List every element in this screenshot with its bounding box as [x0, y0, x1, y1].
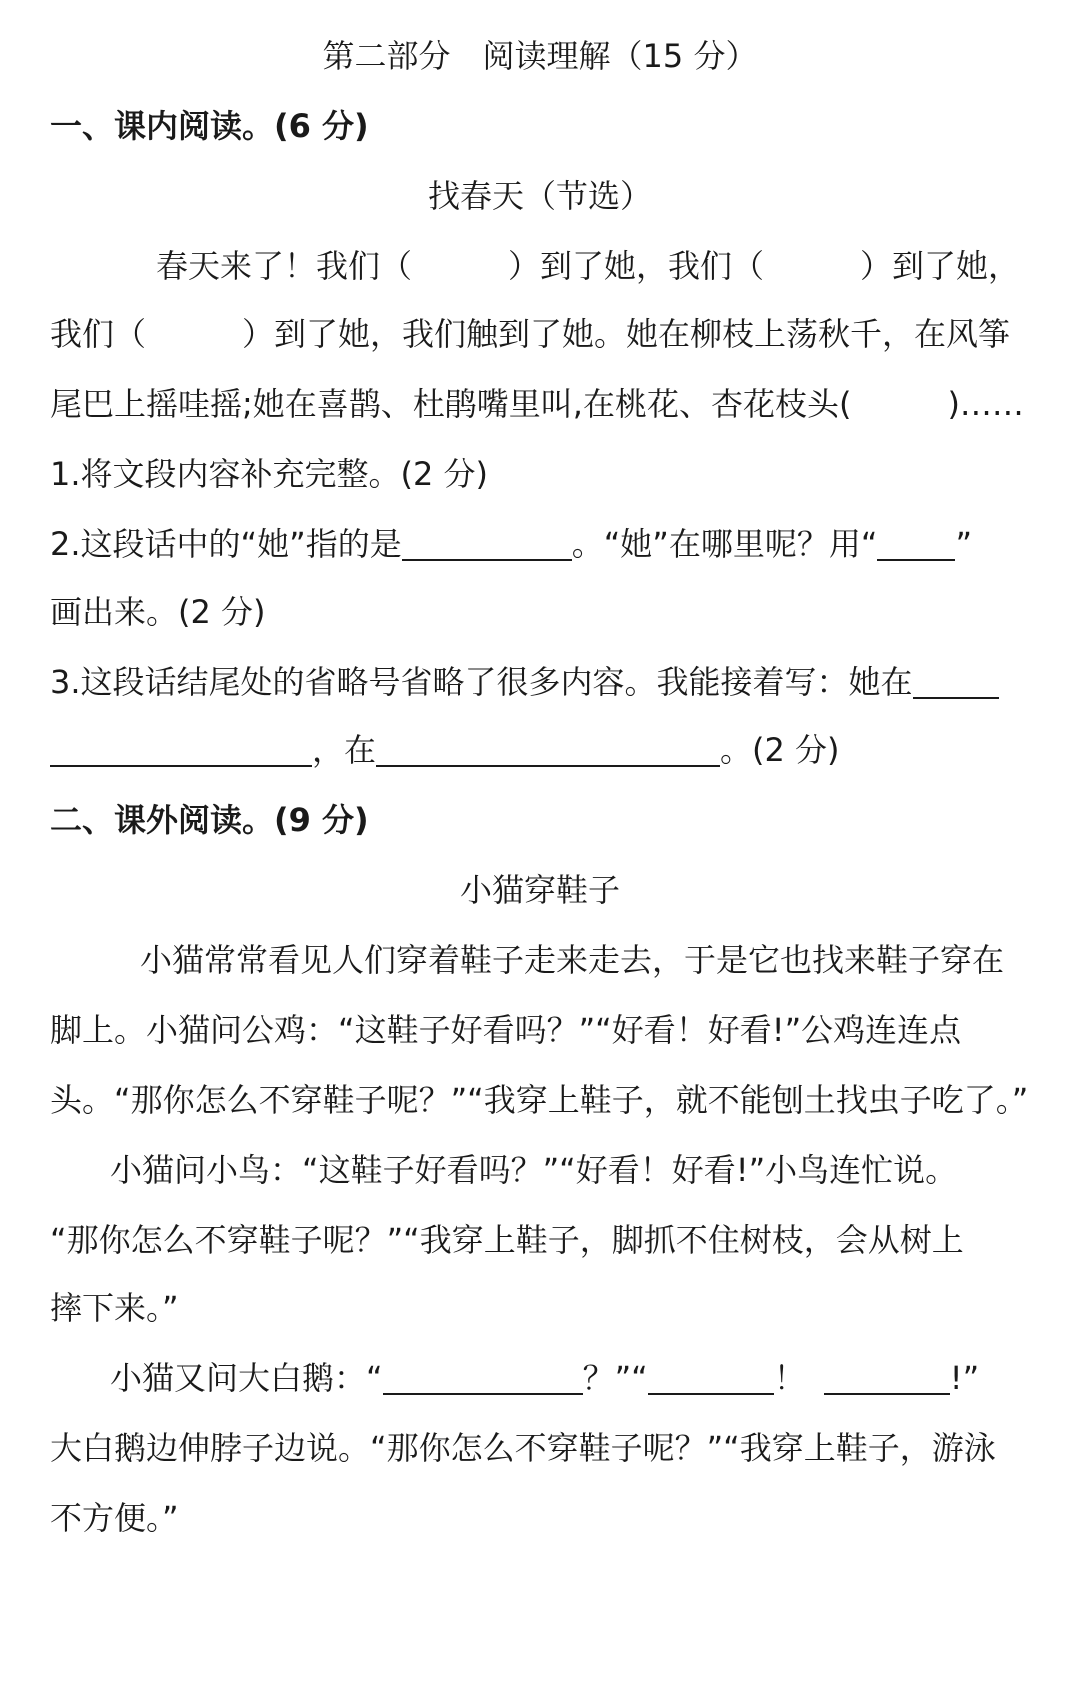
passage2-line-5: “那你怎么不穿鞋子呢？”“我穿上鞋子，脚抓不住树枝，会从树上 — [50, 1221, 964, 1259]
question-3-line-2 — [50, 722, 1040, 778]
passage2-line-8: 不方便。” — [50, 1499, 179, 1537]
passage2-line-6: 摔下来。” — [50, 1289, 179, 1327]
answer-blank-she[interactable] — [402, 521, 572, 561]
passage2-line-4: 小猫问小鸟：“这鞋子好看吗？”“好看！好看!”小鸟连忙说。 — [110, 1151, 958, 1189]
goose-text-c: ！ — [773, 1359, 806, 1397]
answer-blank-q3-start[interactable] — [913, 659, 999, 699]
question-2-line-1 — [50, 516, 1040, 572]
question-2-text-b: 。“她”在哪里呢？用“ — [571, 525, 878, 563]
passage1-line-2: 我们（ ）到了她，我们触到了她。她在柳枝上荡秋千，在风筝 — [50, 315, 1011, 353]
question-1: 1.将文段内容补充完整。(2 分) — [50, 455, 489, 493]
answer-blank-q3-b[interactable] — [376, 727, 720, 767]
question-3-line-1 — [50, 654, 1040, 710]
passage1-line-3: 尾巴上摇哇摇;她在喜鹊、杜鹃嘴里叫,在桃花、杏花枝头( )…… — [50, 385, 1024, 423]
question-3-text-a: 3.这段话结尾处的省略号省略了很多内容。我能接着写：她在 — [50, 663, 913, 701]
part-title: 第二部分 阅读理解（15 分） — [322, 37, 758, 75]
question-2-text-a: 2.这段话中的“她”指的是 — [50, 525, 402, 563]
goose-text-a: 小猫又问大白鹅：“ — [110, 1359, 383, 1397]
goose-text-d: !” — [949, 1359, 980, 1397]
answer-blank-q3-a[interactable] — [50, 727, 312, 767]
passage1-line-1: 春天来了！我们（ ）到了她，我们（ ）到了她， — [156, 247, 1021, 285]
passage2-line-3: 头。“那你怎么不穿鞋子呢？”“我穿上鞋子，就不能刨土找虫子吃了。” — [50, 1081, 1029, 1119]
question-2-text-c: ” — [955, 525, 973, 563]
passage1-title: 找春天（节选） — [427, 177, 652, 215]
answer-blank-goose-reply-1[interactable] — [648, 1355, 774, 1395]
passage2-line-2: 脚上。小猫问公鸡：“这鞋子好看吗？”“好看！好看!”公鸡连连点 — [50, 1011, 962, 1049]
question-2-line-2: 画出来。(2 分) — [50, 593, 266, 631]
passage2-line-7: 大白鹅边伸脖子边说。“那你怎么不穿鞋子呢？”“我穿上鞋子，游泳 — [50, 1429, 996, 1467]
goose-text-b: ？”“ — [582, 1359, 648, 1397]
question-3-text-c: 。(2 分) — [720, 731, 840, 769]
question-3-text-b: ，在 — [312, 731, 377, 769]
answer-blank-goose-question[interactable] — [383, 1355, 583, 1395]
passage2-goose-line — [50, 1350, 1040, 1406]
section2-heading: 二、课外阅读。(9 分) — [50, 801, 369, 839]
answer-blank-line-symbol — [877, 521, 955, 561]
passage2-title: 小猫穿鞋子 — [459, 871, 620, 909]
section1-heading: 一、课内阅读。(6 分) — [50, 107, 369, 145]
answer-blank-goose-reply-2[interactable] — [824, 1355, 950, 1395]
passage2-line-1: 小猫常常看见人们穿着鞋子走来走去，于是它也找来鞋子穿在 — [140, 941, 1005, 979]
